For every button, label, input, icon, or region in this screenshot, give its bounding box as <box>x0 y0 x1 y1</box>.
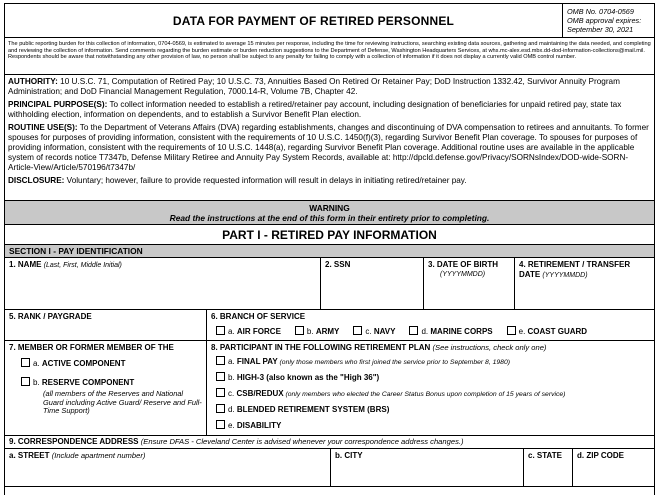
purpose-label: PRINCIPAL PURPOSE(S): <box>8 100 108 109</box>
plan-field <box>207 341 654 435</box>
street-field[interactable] <box>5 449 331 486</box>
retirement-date-field[interactable] <box>515 258 654 309</box>
purpose-text: To collect information needed to establish a retired/retainer pay account, including designation of beneficiaries for unpaid retired pay, state tax withholding election, information on dependents, and to establish a Survivor Benefit Plan election. <box>8 100 622 119</box>
row-correspondence-header <box>5 436 654 449</box>
rank-label: 5. RANK / PAYGRADE <box>9 312 92 321</box>
omb-number: OMB No. 0704-0569 <box>567 7 634 16</box>
row-rank-branch <box>5 310 654 341</box>
warning-text: Read the instructions at the end of this form in their entirety prior to completing. <box>169 213 490 223</box>
checkbox[interactable] <box>216 356 225 365</box>
routine-text: To the Department of Veterans Affairs (DVA) regarding establishments, changes and discontinuing of DVA compensation to retirees and annuitants. To former spouses for purposes of providing information, consistent with the requirements of 10 U.S.C. 1450(f)(3), regarding Survivor Benefit Plan coverage. To spouses for purposes of providing information, consistent with the requirements of 10 U.S.C. 1448(a), regarding Survivor Benefit Plan coverage. Additional routine uses are available in the applicable system of records notice T7347b, Defense Military Retiree and Annuity Pay System Records, available at: http://dpcld.defense.gov/Privacy/SORNsIndex/DOD-wide-SORN-Article-View/Article/570196/t7347b/ <box>8 123 649 172</box>
checkbox[interactable] <box>409 326 418 335</box>
checkbox[interactable] <box>216 404 225 413</box>
checkbox[interactable] <box>216 388 225 397</box>
plan-option-final-pay[interactable]: a. FINAL PAY (only those members who first joined the service prior to September 8, 1980) <box>216 356 650 368</box>
zip-label: d. ZIP CODE <box>577 451 624 460</box>
routine-uses <box>8 123 651 173</box>
plan-header <box>211 343 650 353</box>
plan-options <box>211 356 650 432</box>
checkbox[interactable] <box>507 326 516 335</box>
plan-option-csb-redux[interactable]: c. CSB/REDUX (only members who elected the Career Status Bonus upon completion of 15 years of service) <box>216 388 650 400</box>
branch-options <box>211 326 650 337</box>
omb-box <box>562 4 654 37</box>
plan-label: 8. PARTICIPANT IN THE FOLLOWING RETIREMENT PLAN <box>211 343 431 352</box>
row-address <box>5 449 654 487</box>
branch-option-coast-guard[interactable]: e. COAST GUARD <box>507 326 587 337</box>
omb-date: September 30, 2021 <box>567 25 634 34</box>
dob-sub: (YYYYMMDD) <box>440 271 486 278</box>
branch-field <box>207 310 654 340</box>
corr-sub: (Ensure DFAS - Cleveland Center is advised whenever your correspondence address changes.) <box>140 437 464 446</box>
member-field <box>5 341 207 435</box>
warning-title: WARNING <box>309 203 350 213</box>
branch-option-air-force[interactable]: a. AIR FORCE <box>216 326 281 337</box>
member-option-active[interactable]: a. ACTIVE COMPONENT <box>9 358 202 369</box>
state-field[interactable] <box>524 449 573 486</box>
plan-option-disability[interactable]: e. DISABILITY <box>216 420 650 432</box>
section-title: SECTION I - PAY IDENTIFICATION <box>5 245 654 258</box>
checkbox[interactable] <box>353 326 362 335</box>
warning-banner <box>5 200 654 225</box>
street-sub: (Include apartment number) <box>51 451 146 460</box>
dob-label: 3. DATE OF BIRTH <box>428 260 499 269</box>
checkbox[interactable] <box>21 377 30 386</box>
ssn-label: 2. SSN <box>325 260 351 269</box>
principal-purpose <box>8 100 651 120</box>
name-sub: (Last, First, Middle Initial) <box>43 262 122 269</box>
disclosure-text: Voluntary; however, failure to provide requested information will result in delays in initiating retired/retainer pay. <box>64 176 467 185</box>
rank-field[interactable] <box>5 310 207 340</box>
ret-label: 4. RETIREMENT / TRANSFER DATE <box>519 260 631 279</box>
authority-text: 10 U.S.C. 71, Computation of Retired Pay; 10 U.S.C. 73, Annuities Based On Retired Or Retainer Pay; DoD Instruction 1332.42, Survivor Annuity Program Administration; and DoD Financial Management Regulation, 7000.14-R, Volume 7B, Chapter 42. <box>8 77 620 96</box>
state-label: c. STATE <box>528 451 562 460</box>
plan-option-brs[interactable]: d. BLENDED RETIREMENT SYSTEM (BRS) <box>216 404 650 416</box>
dob-field[interactable] <box>424 258 515 309</box>
checkbox[interactable] <box>295 326 304 335</box>
authority-label: AUTHORITY: <box>8 77 58 86</box>
authority <box>8 77 651 97</box>
zip-field[interactable] <box>573 449 654 486</box>
name-label: 1. NAME <box>9 260 42 269</box>
ssn-field[interactable] <box>321 258 424 309</box>
disclosure-label: DISCLOSURE: <box>8 176 65 185</box>
form-page <box>4 3 655 495</box>
burden-statement: The public reporting burden for this collection of information, 0704-0569, is estimated to average 15 minutes per response, including the time for reviewing instructions, searching existing data sources, gathering and maintaining the data needed, and completing and reviewing the collection of information. Send comments regarding the burden estimate or burden reduction suggestions to the Department of Defense, Washington Headquarters Services, at whs.mc-alex.esd.mbx.dd-dod-information-collections@mail.mil. Respondents should be aware that notwithstanding any other provision of law, no person shall be subject to any penalty for failing to comply with a collection of information if it does not display a currently valid OMB control number. <box>5 38 654 75</box>
branch-option-navy[interactable]: c. NAVY <box>353 326 395 337</box>
plan-option-high-3[interactable]: b. HIGH-3 (also known as the "High 36") <box>216 372 650 384</box>
form-header <box>5 4 654 38</box>
branch-label: 6. BRANCH OF SERVICE <box>211 312 306 321</box>
form-title: DATA FOR PAYMENT OF RETIRED PERSONNEL <box>172 13 455 28</box>
corr-label: 9. CORRESPONDENCE ADDRESS <box>9 437 139 446</box>
disclosure <box>8 176 651 186</box>
street-label: a. STREET <box>9 451 50 460</box>
city-label: b. CITY <box>335 451 363 460</box>
row-member-plan <box>5 341 654 436</box>
branch-option-army[interactable]: b. ARMY <box>295 326 339 337</box>
member-option-reserve[interactable]: b. RESERVE COMPONENT <box>9 377 202 388</box>
routine-label: ROUTINE USE(S): <box>8 123 78 132</box>
plan-sub: (See instructions, check only one) <box>432 343 547 352</box>
member-note: (all members of the Reserves and National Guard including Active Guard/ Reserve and Full-Time Support) <box>43 389 202 415</box>
ret-sub: (YYYYMMDD) <box>542 272 588 279</box>
branch-option-marine-corps[interactable]: d. MARINE CORPS <box>409 326 492 337</box>
member-label: 7. MEMBER OR FORMER MEMBER OF THE <box>9 343 174 352</box>
checkbox[interactable] <box>216 326 225 335</box>
checkbox[interactable] <box>21 358 30 367</box>
name-field[interactable] <box>5 258 321 309</box>
city-field[interactable] <box>331 449 524 486</box>
correspondence-header <box>5 436 654 448</box>
checkbox[interactable] <box>216 420 225 429</box>
row-identification <box>5 258 654 310</box>
checkbox[interactable] <box>216 372 225 381</box>
part-title: PART I - RETIRED PAY INFORMATION <box>5 225 654 245</box>
omb-approval: OMB approval expires: <box>567 16 642 25</box>
privacy-act-statement <box>5 75 654 200</box>
